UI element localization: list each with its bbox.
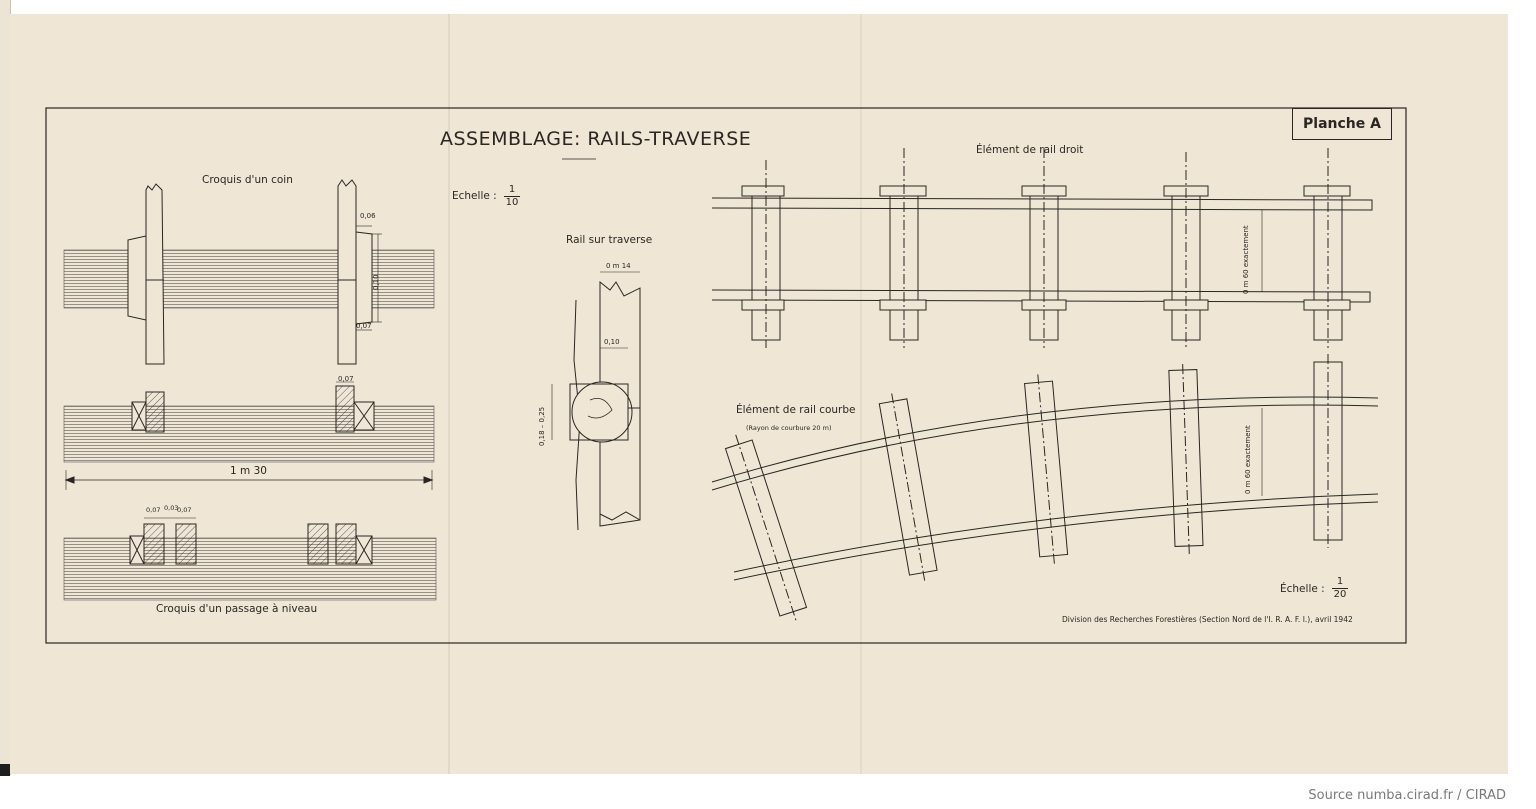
rail-on-sleeper-caption: Rail sur traverse bbox=[566, 234, 653, 246]
dim-018-025: 0,18 – 0,25 bbox=[538, 406, 546, 446]
dim-007-b: 0,07 bbox=[338, 375, 354, 383]
gauge-label-curved: 0 m 60 exactement bbox=[1244, 425, 1252, 494]
scale-den-right: 20 bbox=[1333, 589, 1347, 600]
plate-title: ASSEMBLAGE: RAILS-TRAVERSE bbox=[440, 128, 752, 150]
gauge-label-straight: 0 m 60 exactement bbox=[1242, 225, 1250, 294]
length-label: 1 m 30 bbox=[230, 465, 267, 477]
dim-006: 0,06 bbox=[360, 212, 376, 220]
scale-label-middle: Echelle : bbox=[452, 190, 497, 202]
dim-007-d: 0,07 bbox=[177, 506, 192, 514]
scale-fraction-middle bbox=[504, 184, 520, 209]
crossing-caption: Croquis d'un passage à niveau bbox=[156, 603, 318, 615]
dim-007-c: 0,07 bbox=[146, 506, 161, 514]
scale-fraction-right bbox=[1332, 576, 1348, 601]
wedge-sketch bbox=[64, 180, 434, 364]
scale-num-middle: 1 bbox=[504, 184, 520, 197]
rail-on-sleeper-section bbox=[552, 272, 640, 530]
curve-radius: (Rayon de courbure 20 m) bbox=[746, 424, 832, 432]
curved-rail-caption: Élément de rail courbe bbox=[736, 404, 856, 416]
curved-rail-element bbox=[712, 354, 1378, 626]
dim-003: 0,03 bbox=[164, 504, 179, 512]
plate-label: Planche A bbox=[1292, 108, 1392, 140]
dim-007-a: 0,07 bbox=[356, 322, 372, 330]
level-crossing-sketch bbox=[64, 518, 436, 600]
straight-rail-caption: Élément de rail droit bbox=[976, 144, 1084, 156]
plate-footer: Division des Recherches Forestières (Section Nord de l'I. R. A. F. I.), avril 1942 bbox=[1062, 615, 1353, 624]
straight-sleepers bbox=[742, 148, 1350, 348]
straight-rail-element bbox=[712, 148, 1372, 348]
scale-label-right: Échelle : bbox=[1280, 583, 1325, 595]
dim-010-left: 0,10 bbox=[372, 274, 380, 290]
dim-014: 0 m 14 bbox=[606, 262, 631, 270]
scale-num-right: 1 bbox=[1332, 576, 1348, 589]
dim-010-middle: 0,10 bbox=[604, 338, 620, 346]
scale-den-middle: 10 bbox=[505, 197, 519, 208]
source-credit[interactable]: Source numba.cirad.fr / CIRAD bbox=[1308, 788, 1506, 803]
wedge-caption: Croquis d'un coin bbox=[202, 174, 293, 186]
